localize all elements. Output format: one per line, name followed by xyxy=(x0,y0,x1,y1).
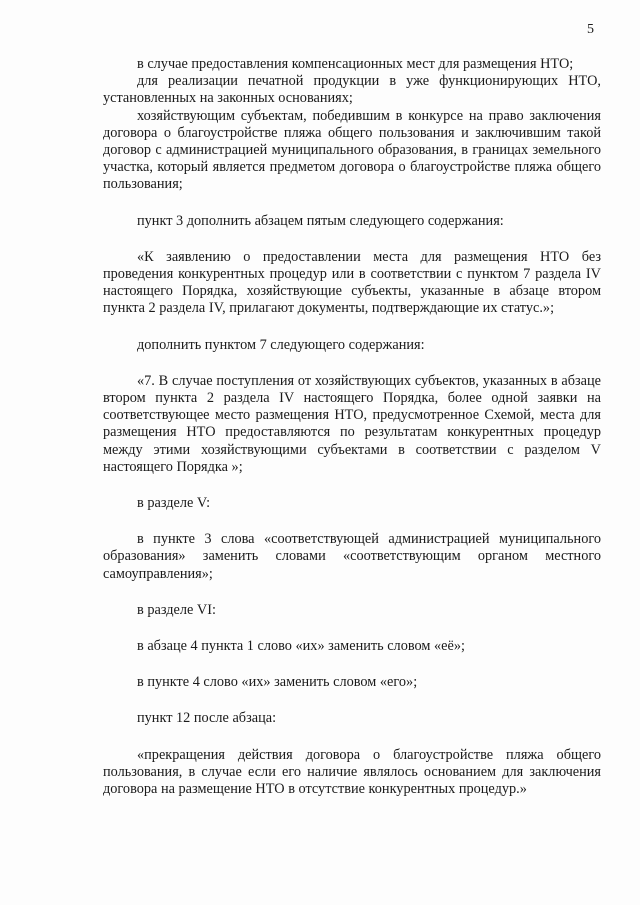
document-body xyxy=(103,56,601,798)
paragraph-2: для реализации печатной продукции в уже функционирующих НТО, установленных на законных основаниях; xyxy=(103,73,601,107)
paragraph-7: «7. В случае поступления от хозяйствующих субъектов, указанных в абзаце втором пункта 2 раздела IV настоящего Порядка, более одной заявки на соответствующее место размещения НТО, предусмотренное Схемой, места для размещения НТО предоставляются по результатам конкурентных процедур между этими хозяйствующими субъектами в соответствии с разделом V настоящего Порядка »; xyxy=(103,372,601,475)
paragraph-14: «прекращения действия договора о благоустройстве пляжа общего пользования, в случае если его наличие являлось основанием для заключения договора на размещение НТО в отсутствие конкурентных процедур.» xyxy=(103,746,601,798)
paragraph-11: в абзаце 4 пункта 1 слово «их» заменить словом «её»; xyxy=(137,638,465,655)
paragraph-3: хозяйствующим субъектам, победившим в конкурсе на право заключения договора о благоустройстве пляжа общего пользования и заключившим такой договор с администрацией муниципального образования, в границах земельного участка, который является предметом договора о благоустройстве пляжа общего пользования; xyxy=(103,107,601,193)
paragraph-13: пункт 12 после абзаца: xyxy=(137,710,277,727)
paragraph-12: в пункте 4 слово «их» заменить словом «его»; xyxy=(137,674,418,691)
paragraph-9: в пункте 3 слова «соответствующей администрацией муниципального образования» заменить словами «соответствующим органом местного самоуправления»; xyxy=(103,531,601,582)
page-number: 5 xyxy=(587,22,594,37)
paragraph-6: дополнить пунктом 7 следующего содержания: xyxy=(137,336,425,353)
paragraph-1: в случае предоставления компенсационных мест для размещения НТО; xyxy=(137,56,574,72)
paragraph-10: в разделе VI: xyxy=(137,601,216,618)
paragraph-8: в разделе V: xyxy=(137,495,211,512)
paragraph-4: пункт 3 дополнить абзацем пятым следующего содержания: xyxy=(137,212,504,229)
paragraph-5: «К заявлению о предоставлении места для размещения НТО без проведения конкурентных процедур или в соответствии с пунктом 7 раздела IV настоящего Порядка, хозяйствующие субъекты, указанные в абзаце втором пункта 2 раздела IV, прилагают документы, подтверждающие их статус.»; xyxy=(103,248,601,317)
